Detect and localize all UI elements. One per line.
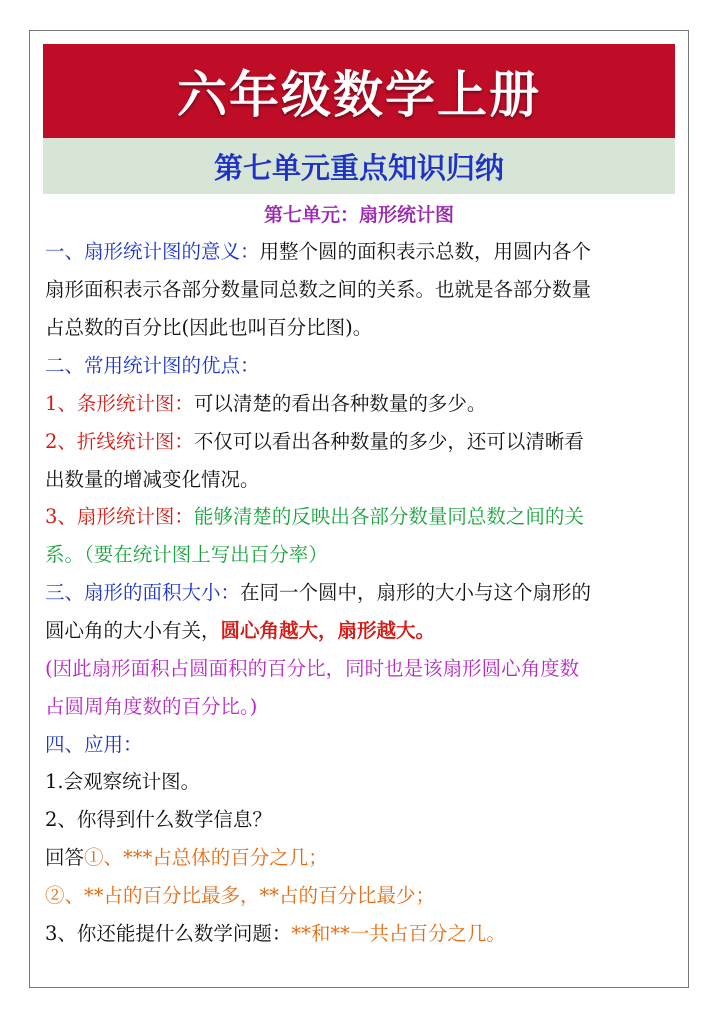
s2-bar-line (45, 390, 677, 418)
s4-heading: 四、应用： (45, 733, 143, 756)
s4-item-3-orange: **和**一共占百分之几。 (291, 922, 506, 945)
s4-answer-1: ①、***占总体的百分之几； (84, 846, 328, 869)
unit-heading: 第七单元：扇形统计图 (263, 204, 454, 226)
s1-text-1: 用整个圆的面积表示总数，用圆内各个 (259, 240, 592, 263)
s2-line-line-1 (45, 428, 677, 456)
s1-line-2: 扇形面积表示各部分数量同总数之间的关系。也就是各部分数量 (45, 278, 592, 301)
s1-line-1 (45, 238, 677, 266)
s2-pie-label: 3、扇形统计图： (45, 505, 194, 528)
s3-note-1: (因此扇形面积占圆面积的百分比，同时也是该扇形圆心角度数 (45, 657, 580, 680)
s4-item-3 (45, 920, 677, 948)
s2-pie-text-2: 系。（要在统计图上写出百分率） (45, 543, 328, 566)
s1-heading: 一、扇形统计图的意义： (45, 240, 260, 263)
s2-bar-label: 1、条形统计图： (45, 392, 194, 415)
s3-text-1: 在同一个圆中，扇形的大小与这个扇形的 (240, 581, 592, 604)
s2-pie-text-1: 能够清楚的反映出各部分数量同总数之间的关 (193, 505, 584, 528)
s2-bar-text: 可以清楚的看出各种数量的多少。 (193, 392, 487, 415)
s3-note-2: 占圆周角度数的百分比。) (45, 695, 258, 718)
page-subtitle: 第七单元重点知识归纳 (43, 138, 675, 194)
s3-heading: 三、扇形的面积大小： (45, 581, 241, 604)
s3-line-2 (45, 617, 677, 645)
s4-item-1: 1.会观察统计图。 (45, 770, 201, 793)
s4-item-3-prefix: 3、你还能提什么数学问题： (45, 922, 292, 945)
s3-text-2a: 圆心角的大小有关， (45, 619, 221, 642)
s1-line-3: 占总数的百分比(因此也叫百分比图)。 (45, 316, 373, 339)
s3-text-2b: 圆心角越大，扇形越大。 (220, 619, 436, 642)
s2-heading: 二、常用统计图的优点： (45, 354, 260, 377)
s2-line-text-1: 不仅可以看出各种数量的多少，还可以清晰看 (193, 430, 584, 453)
s4-answer-line-1 (45, 844, 677, 872)
s4-item-2: 2、你得到什么数学信息？ (45, 808, 272, 831)
s2-line-label: 2、折线统计图： (45, 430, 194, 453)
s4-answer-2: ②、**占的百分比最多，**占的百分比最少； (45, 884, 436, 907)
s2-line-text-2: 出数量的增减变化情况。 (45, 468, 260, 491)
s2-pie-line-1 (45, 503, 677, 531)
s3-line-1 (45, 579, 677, 607)
s4-answer-prefix: 回答 (45, 846, 85, 869)
page-title: 六年级数学上册 (43, 44, 675, 138)
